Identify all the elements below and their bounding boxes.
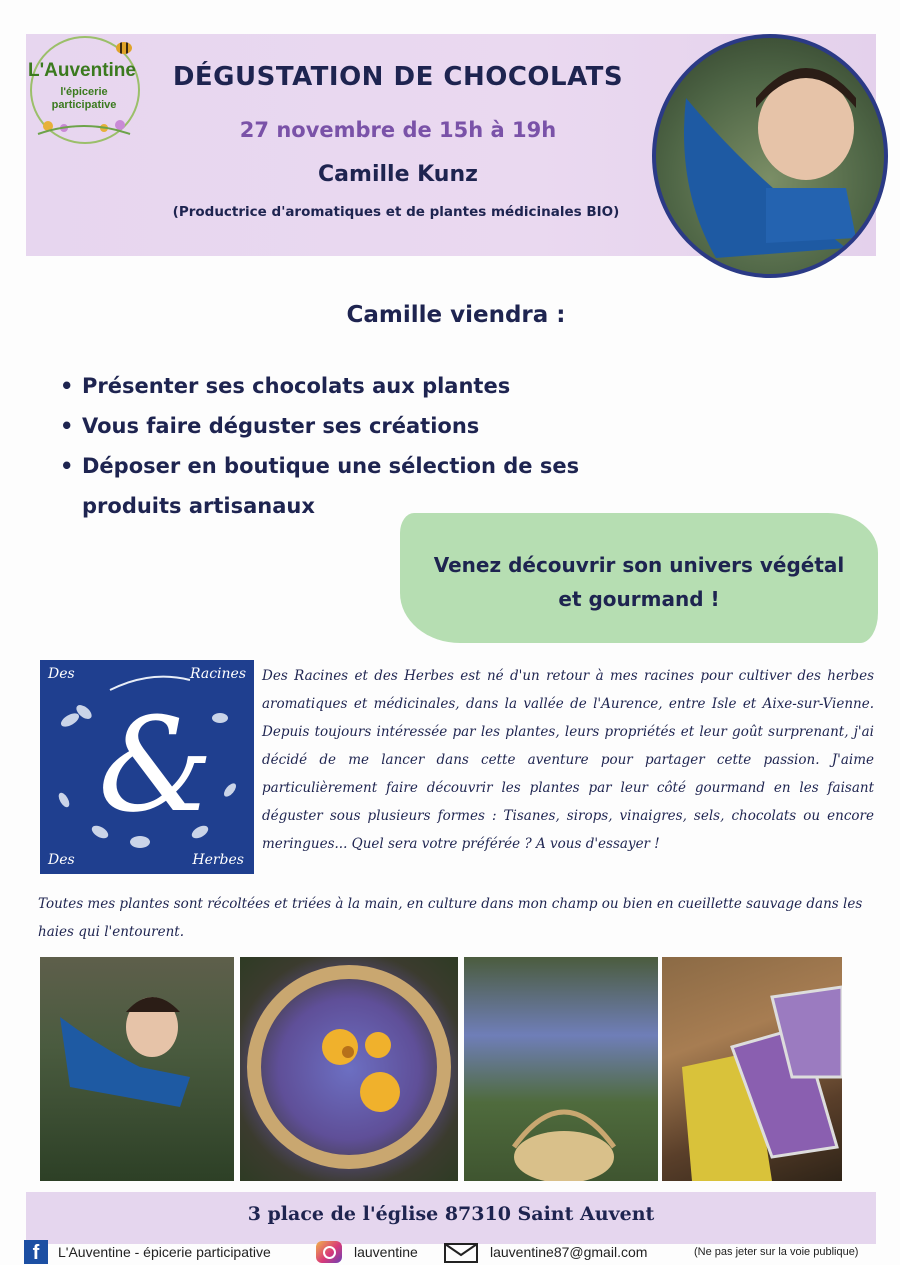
portrait-illustration — [656, 38, 888, 278]
photo-2-illustration — [240, 957, 458, 1181]
photo-3-illustration — [464, 957, 658, 1181]
disclaimer: (Ne pas jeter sur la voie publique) — [694, 1246, 859, 1258]
producer-name: Camille Kunz — [318, 162, 478, 187]
flowers-icon — [34, 116, 134, 136]
producer-portrait-photo — [652, 34, 888, 278]
harvest-note: Toutes mes plantes sont récoltées et triées à la main, en culture dans mon champ ou bien en cueillette sauvage dans les haies qui l'entourent. — [38, 896, 863, 940]
activity-list — [60, 366, 660, 526]
logo-text-bottom-right: Herbes — [192, 852, 244, 868]
instagram-icon — [316, 1241, 342, 1263]
logo-text-top-left: Des — [48, 666, 75, 682]
list-item: • Déposer en boutique une sélection de ses produits artisanaux — [60, 446, 660, 526]
callout-text — [400, 548, 878, 616]
mail-icon — [444, 1243, 478, 1263]
callout-line-2: et gourmand ! — [558, 587, 720, 611]
instagram-handle: lauventine — [354, 1244, 418, 1260]
logo-subtitle: l'épicerie participative — [51, 86, 117, 111]
callout-line-1: Venez découvrir son univers végétal — [433, 553, 845, 577]
photo-flower-basket — [240, 957, 458, 1181]
producer-role: (Productrice d'aromatiques et de plantes médicinales BIO) — [172, 204, 620, 220]
producer-story: Des Racines et des Herbes est né d'un retour à mes racines pour cultiver des herbes aromatiques et médicinales, dans la vallée de l'Aurence, entre Isle et Aixe-sur-Vienne. Depuis toujours intéressée par les plantes, leurs propriétés et leur goût surprenant, j'ai décidé de me lancer dans cette aventure pour partager cette passion. J'aime particulièrement faire découvrir les plantes par leur côté gourmand en les faisant déguster sous plusieurs formes : Tisanes, sirops, vinaigres, sels, chocolats ou encore meringues... Quel sera votre préférée ? A vous d'essayer ! — [262, 668, 874, 852]
address: 3 place de l'église 87310 Saint Auvent — [247, 1203, 655, 1225]
photo-producer-lying — [40, 957, 234, 1181]
facebook-page: L'Auventine - épicerie participative — [58, 1244, 271, 1260]
event-date: 27 novembre de 15h à 19h — [239, 118, 557, 142]
bee-icon — [116, 42, 132, 54]
list-item: • Vous faire déguster ses créations — [60, 406, 660, 446]
intro-heading: Camille viendra : — [346, 302, 566, 328]
photo-garden-basket — [464, 957, 658, 1181]
photo-4-illustration — [662, 957, 842, 1181]
page-title: DÉGUSTATION DE CHOCOLATS — [172, 62, 624, 92]
lauventine-logo — [26, 34, 146, 144]
logo-text-top-right: Racines — [189, 666, 246, 682]
logo-ampersand: & — [98, 689, 214, 841]
des-racines-logo — [40, 660, 254, 874]
photo-drying-racks — [662, 957, 842, 1181]
list-item: • Présenter ses chocolats aux plantes — [60, 366, 660, 406]
photo-1-illustration — [40, 957, 234, 1181]
logo-title: L'Auventine — [28, 60, 136, 81]
email-address: lauventine87@gmail.com — [490, 1244, 648, 1260]
facebook-icon: f — [24, 1240, 48, 1264]
logo-text-bottom-left: Des — [48, 852, 75, 868]
